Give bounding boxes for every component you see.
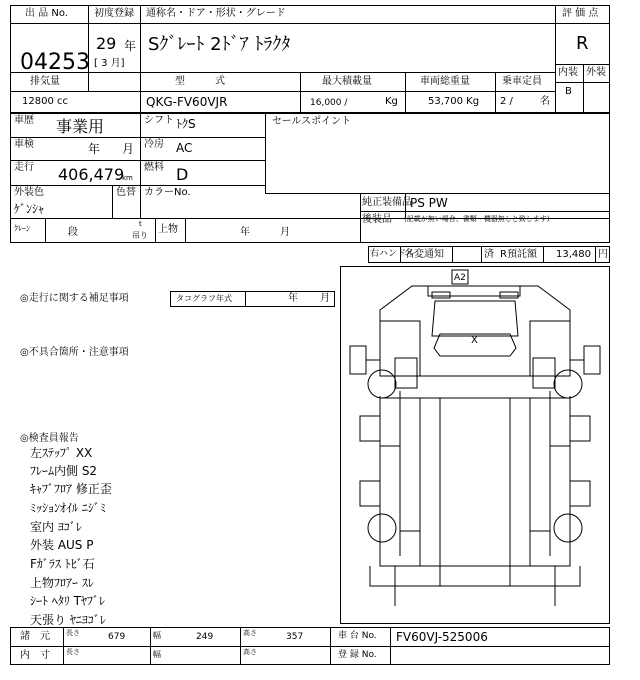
crane-steps: 段 <box>68 227 78 238</box>
right-hand-drive: 右ハンドル <box>370 249 416 259</box>
chassis-value: FV60VJ-525006 <box>396 630 488 644</box>
capacity-label: 乗車定員 <box>502 76 542 87</box>
tachograph-month: 月 <box>320 293 330 304</box>
recycle-label: R預託額 <box>500 249 537 260</box>
inner-height-label: 高さ <box>243 648 257 656</box>
inner-width-label: 幅 <box>153 650 161 659</box>
exterior-label: 外装 <box>586 67 606 78</box>
recycle-unit: 円 <box>598 249 608 260</box>
chassis-label: 車 台 No. <box>338 631 377 641</box>
history-label: 車歴 <box>14 115 34 126</box>
aftermarket-label: 後装品 <box>362 214 392 225</box>
shift-value: ﾄｸS <box>176 117 196 131</box>
interior-grade: B <box>565 86 572 97</box>
gross-weight-label: 車両総重量 <box>420 76 470 87</box>
inner-dims-label: 内 寸 <box>20 650 50 661</box>
dims-label: 諸 元 <box>20 631 50 642</box>
aftermarket-note: (記載が無い場合、書類・機器無しと致します) <box>404 215 550 223</box>
color-label: 外装色 <box>14 187 44 198</box>
report-item: ｷｬﾌﾞﾌﾛｱ 修正歪 <box>30 482 112 496</box>
gross-weight-value: 53,700 Kg <box>428 96 480 107</box>
mileage-value: 406,479 <box>58 165 125 184</box>
fuel-label: 燃料 <box>144 162 164 173</box>
report-item: ﾐｯｼｮﾝｵｲﾙ ﾆｼﾞﾐ <box>30 501 106 515</box>
model-label: 型 式 <box>175 76 225 87</box>
length-value: 679 <box>108 632 126 642</box>
tachograph-label: タコグラフ年式 <box>176 294 232 303</box>
vehicle-name-label: 通称名・ドア・形状・グレード <box>146 8 286 19</box>
mileage-unit: km <box>122 174 133 182</box>
crane-tonnage-unit: t <box>139 220 142 228</box>
marker-a2: A2 <box>454 273 466 283</box>
rating-label: 評 価 点 <box>562 8 599 19</box>
capacity-value: 2 / <box>500 96 513 107</box>
supplement-title: ◎走行に関する補足事項 <box>20 293 129 304</box>
max-load-unit: Kg <box>385 96 398 107</box>
color-no-label: カラーNo. <box>144 187 191 198</box>
inspector-title: ◎検査員報告 <box>20 433 79 444</box>
marker-x-windshield: X <box>471 335 478 346</box>
height-value: 357 <box>286 632 304 642</box>
history-value: 事業用 <box>56 117 105 136</box>
displacement-label: 排気量 <box>30 76 60 87</box>
std-equipment-label: 純正装備品 <box>362 197 412 208</box>
model-value: QKG-FV60VJR <box>146 95 228 109</box>
reg-year-unit: 年 <box>124 39 137 53</box>
report-item: 左ｽﾃｯﾌﾟ XX <box>30 446 93 460</box>
inspection-month: 月 <box>122 142 135 156</box>
shift-label: シフト <box>144 115 174 126</box>
bed-label: 上物 <box>158 224 178 235</box>
width-value: 249 <box>196 632 214 642</box>
ac-label: 冷房 <box>144 139 164 150</box>
lot-number: 04253 <box>20 50 90 75</box>
sales-point-label: セールスポイント <box>272 116 352 127</box>
tachograph-year: 年 <box>288 293 298 304</box>
lot-no-label: 出 品 No. <box>25 8 68 19</box>
reg-year: 29 <box>96 34 117 53</box>
report-item: 室内 ﾖｺﾞﾚ <box>30 520 82 534</box>
report-item: 天張り ﾔﾆﾖｺﾞﾚ <box>30 613 106 627</box>
bed-year: 年 <box>240 227 250 238</box>
recycle-amount: 13,480 <box>556 249 591 260</box>
name-change-done: 済 <box>484 249 494 260</box>
vehicle-name: Sｸﾞﾚｰﾄ 2ﾄﾞｱ ﾄﾗｸﾀ <box>148 34 291 55</box>
crane-label: ｸﾚｰﾝ <box>14 224 30 233</box>
inner-length-label: 長さ <box>66 648 80 656</box>
std-equipment-value: PS PW <box>410 196 448 210</box>
color-change-label: 色替 <box>116 187 136 198</box>
max-load-value: 16,000 / <box>310 98 348 108</box>
reg-month: [ 3 月] <box>94 58 125 69</box>
color-value: ｹﾞﾝｼｬ <box>14 202 45 216</box>
height-label: 高さ <box>243 629 257 637</box>
width-label: 幅 <box>153 631 161 640</box>
interior-label: 内装 <box>558 67 578 78</box>
rating-value: R <box>576 33 589 54</box>
report-item: 外装 AUS P <box>30 538 94 552</box>
length-label: 長さ <box>66 629 80 637</box>
capacity-unit: 名 <box>540 96 550 107</box>
reg-no-label: 登 録 No. <box>338 650 377 660</box>
report-item: ｼｰﾄ ﾍﾀﾘ Tﾔﾌﾞﾚ <box>30 594 105 608</box>
report-item: 上物ﾌﾛｱｰ ｽﾚ <box>30 576 94 590</box>
inspection-label: 車検 <box>14 139 34 150</box>
mileage-label: 走行 <box>14 162 34 173</box>
report-item: Fｶﾞﾗｽ ﾄﾋﾞ石 <box>30 557 95 571</box>
defects-title: ◎不具合箇所・注意事項 <box>20 347 129 358</box>
name-change-label: 名変通知 <box>404 249 444 260</box>
inspection-year: 年 <box>88 142 101 156</box>
truck-diagram <box>340 266 610 624</box>
report-item: ﾌﾚｰﾑ内側 S2 <box>30 464 98 478</box>
max-load-label: 最大積載量 <box>322 76 372 87</box>
first-reg-label: 初度登録 <box>94 8 134 19</box>
bed-month: 月 <box>280 227 290 238</box>
displacement-value: 12800 cc <box>22 96 68 107</box>
fuel-value: D <box>176 165 189 184</box>
ac-value: AC <box>176 141 193 155</box>
crane-lift-label: 吊り <box>132 231 148 240</box>
